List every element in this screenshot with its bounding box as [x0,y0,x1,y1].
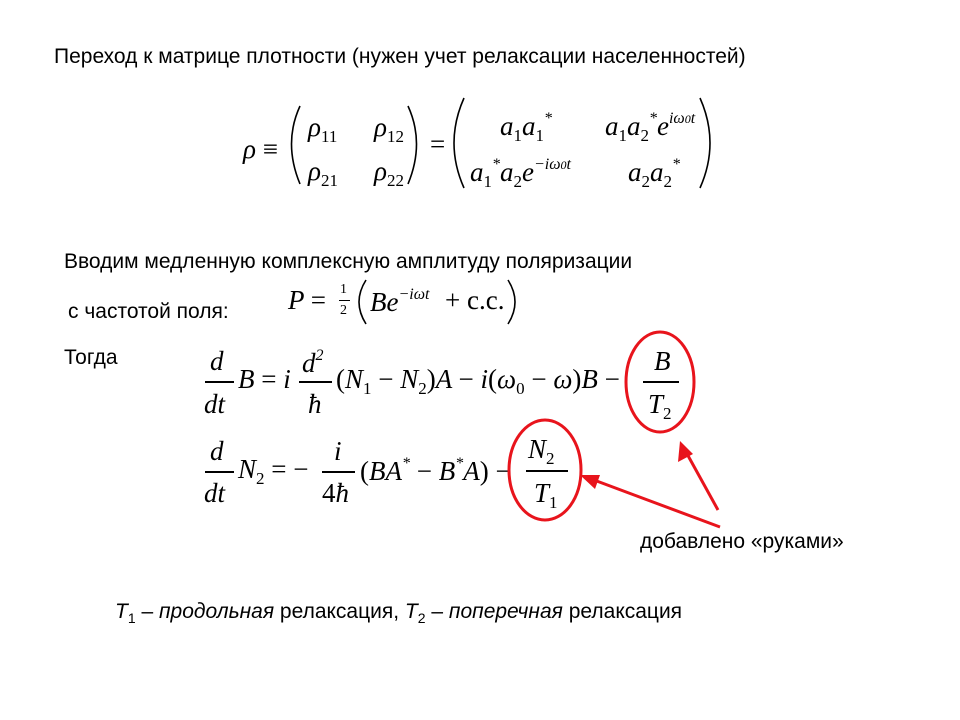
footnote-t1-sub: 1 [127,610,136,626]
footnote-t2-symbol: T [404,600,418,623]
arrow-to-t1 [580,475,720,527]
highlight-ellipse-t2 [626,332,694,432]
then-label: Тогда [64,346,118,369]
footnote-t2-rest: релаксация [562,600,683,623]
highlight-ellipse-t1 [509,420,581,520]
footnote-t2-sub: 2 [417,610,426,626]
footnote-t1-rest: релаксация, [274,600,405,623]
arrow-to-t2 [678,441,718,510]
annotation-text: добавлено «руками» [640,530,844,553]
footnote-t1-word: продольная [158,600,275,623]
footnote-dash1: – [135,600,159,623]
page-title: Переход к матрице плотности (нужен учет релаксации населенностей) [54,45,746,68]
footnote-t1-symbol: T [115,600,128,623]
intro-text-line2: с частотой поля: [68,300,229,323]
intro-text-line1: Вводим медленную комплексную амплитуду поляризации [64,250,633,273]
footnote [115,600,682,626]
footnote-t2-word: поперечная [448,600,563,623]
footnote-dash2: – [425,600,449,623]
